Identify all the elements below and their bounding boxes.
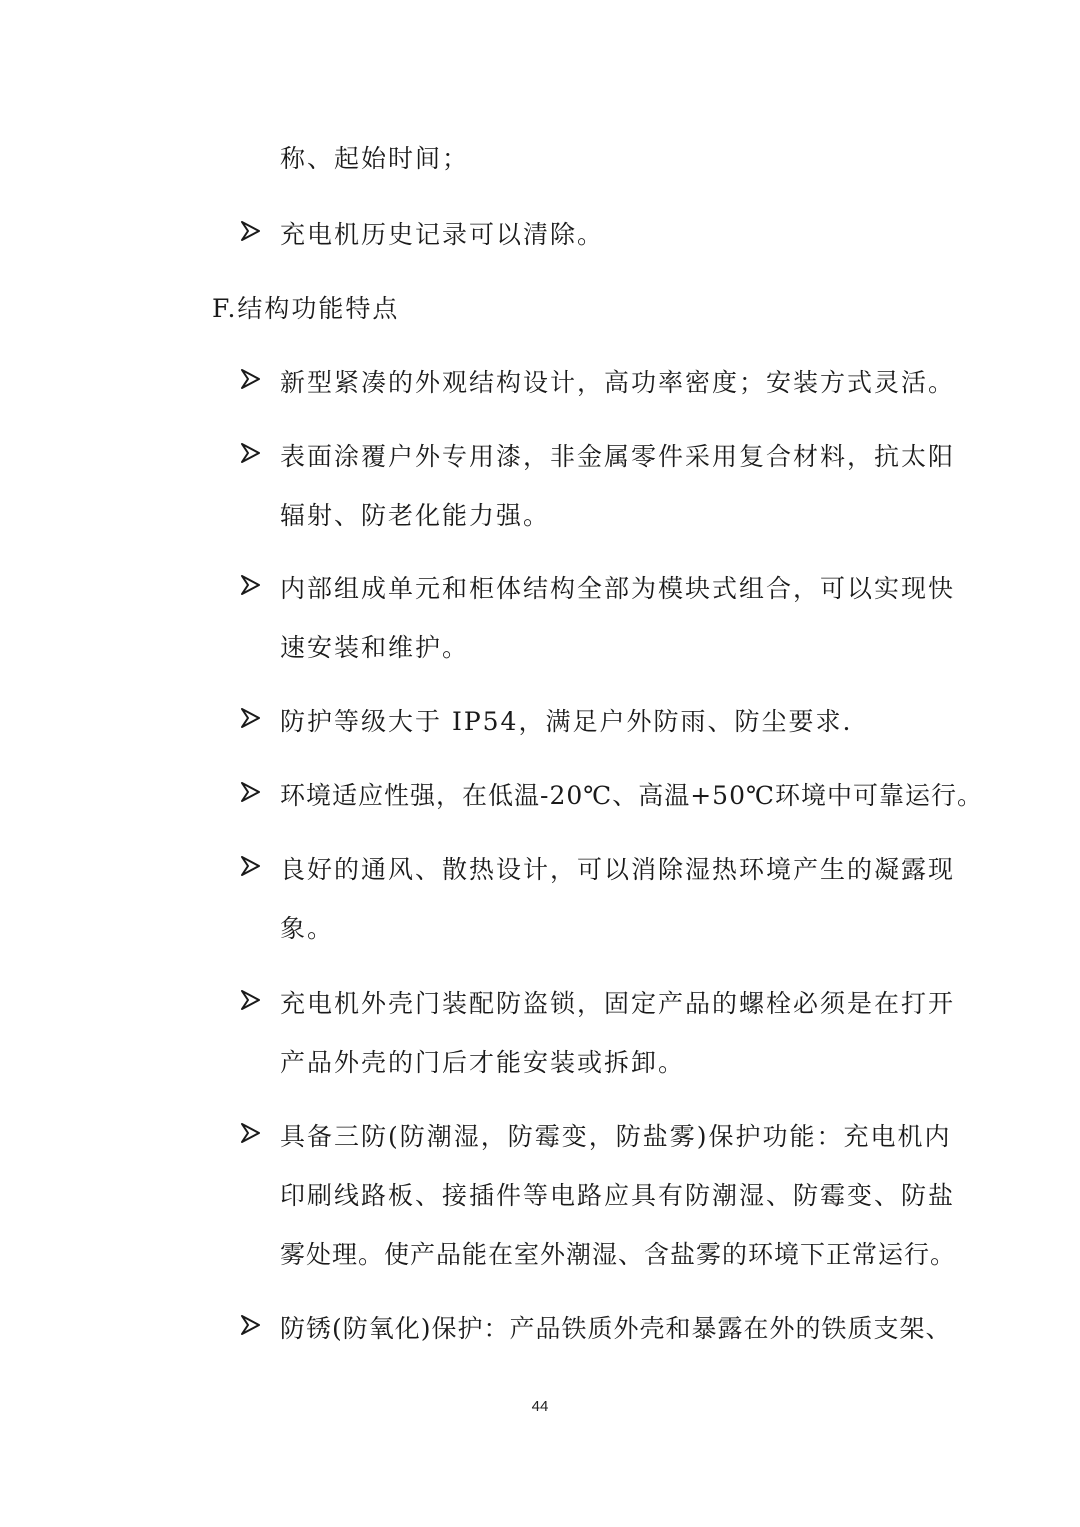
text-line: 称、起始时间； xyxy=(280,144,470,173)
arrowhead-bullet-icon xyxy=(240,367,266,399)
text-line: 新型紧凑的外观结构设计，高功率密度；安装方式灵活。 xyxy=(280,368,956,397)
text-line: 表面涂覆户外专用漆，非金属零件采用复合材料，抗太阳 xyxy=(280,442,956,471)
text-line: 产品外壳的门后才能安装或拆卸。 xyxy=(280,1048,686,1077)
arrowhead-bullet-icon xyxy=(240,706,266,738)
text-line: 雾处理。使产品能在室外潮湿、含盐雾的环境下正常运行。 xyxy=(280,1240,957,1269)
text-line: 环境适应性强，在低温-20℃、高温+50℃环境中可靠运行。 xyxy=(280,781,983,810)
text-line: 良好的通风、散热设计，可以消除湿热环境产生的凝露现 xyxy=(280,855,956,884)
text-line: 防锈(防氧化)保护：产品铁质外壳和暴露在外的铁质支架、 xyxy=(280,1314,952,1343)
arrowhead-bullet-icon xyxy=(240,1313,266,1345)
arrowhead-bullet-icon xyxy=(240,1121,266,1153)
text-line: 辐射、防老化能力强。 xyxy=(280,501,551,530)
text-line: 充电机历史记录可以清除。 xyxy=(280,220,605,249)
text-line: 印刷线路板、接插件等电路应具有防潮湿、防霉变、防盐 xyxy=(280,1181,956,1210)
arrowhead-bullet-icon xyxy=(240,219,266,251)
page-number: 44 xyxy=(531,1398,549,1415)
section-heading: F.结构功能特点 xyxy=(212,294,400,323)
text-line: 速安装和维护。 xyxy=(280,633,470,662)
arrowhead-bullet-icon xyxy=(240,441,266,473)
text-line: 具备三防(防潮湿，防霉变，防盐雾)保护功能：充电机内 xyxy=(280,1122,952,1151)
arrowhead-bullet-icon xyxy=(240,988,266,1020)
arrowhead-bullet-icon xyxy=(240,780,266,812)
arrowhead-bullet-icon xyxy=(240,573,266,605)
text-line: 防护等级大于 IP54，满足户外防雨、防尘要求. xyxy=(280,707,853,736)
text-line: 内部组成单元和柜体结构全部为模块式组合，可以实现快 xyxy=(280,574,956,603)
text-line: 象。 xyxy=(280,914,335,943)
arrowhead-bullet-icon xyxy=(240,854,266,886)
text-line: 充电机外壳门装配防盗锁，固定产品的螺栓必须是在打开 xyxy=(280,989,956,1018)
